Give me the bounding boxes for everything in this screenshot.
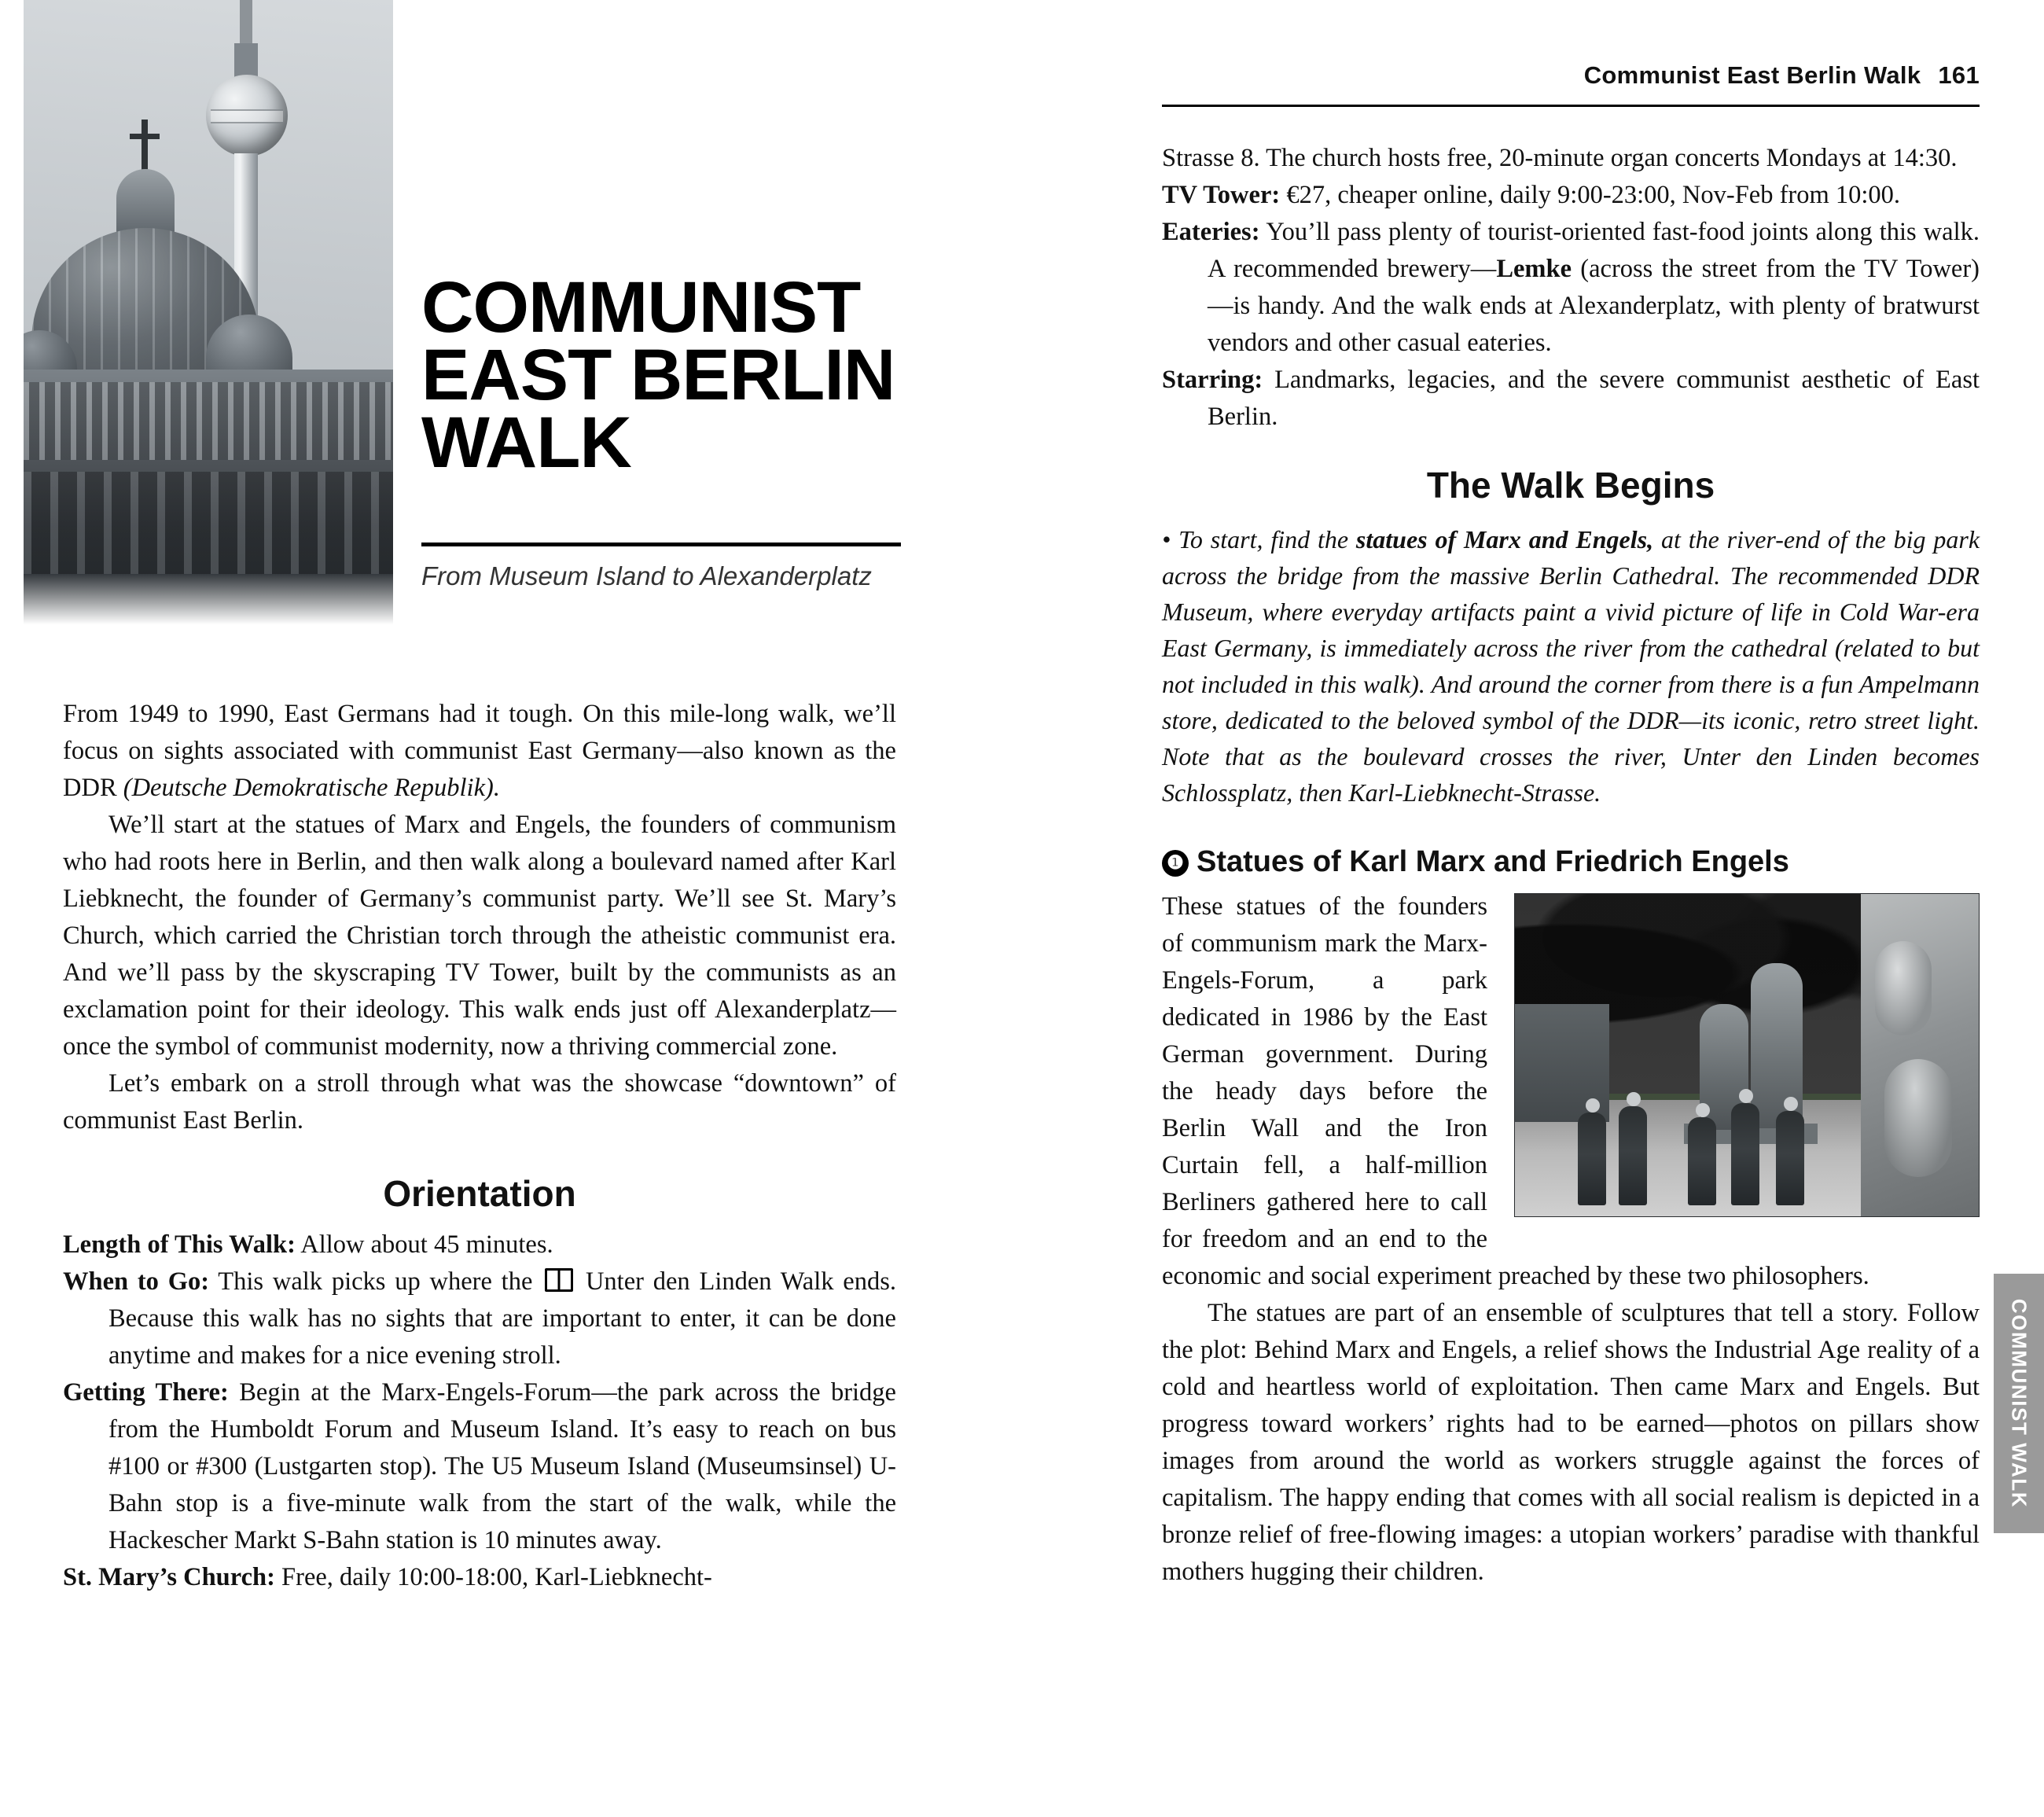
orientation-text-getting-there: Begin at the Marx-Engels-Forum—the park across the bridge from the Humboldt Forum and Museum Island. It’s easy to reach on bus #100 or #300 (Lustgarten stop). The U5 Museum Island (Museumsinsel) U-Bahn stop is a five-minute walk from the start of the walk, while the Hackescher Markt S-Bahn station is 10 minutes away. (108, 1378, 896, 1554)
chapter-side-tab (1994, 1274, 2044, 1533)
tourist-figure (1578, 1113, 1606, 1205)
orientation-term-st-marys: St. Mary’s Church: (63, 1563, 275, 1591)
running-head (1162, 61, 1980, 90)
cathedral-windows (24, 472, 393, 574)
cathedral-lantern (116, 169, 175, 237)
orientation-text-length: Allow about 45 minutes. (295, 1230, 553, 1259)
intro-paragraph-3: Let’s embark on a stroll through what was the showcase “downtown” of communist East Berlin. (63, 1069, 896, 1135)
marx-engels-statues-bold: statues of Marx and Engels, (1355, 525, 1654, 554)
left-column (24, 0, 900, 1817)
photo-tourists (1570, 1087, 1829, 1205)
walk-begins-heading: The Walk Begins (1426, 465, 1715, 506)
orientation-item-eateries: Eateries: You’ll pass plenty of tourist-oriented fast-food joints along this walk. A recommended brewery—Lemke (across the street from the TV Tower)—is handy. And the walk ends at Alexanderplatz, with plenty of bratwurst vendors and other casual eateries. (1162, 218, 1980, 357)
tv-tower-antenna (240, 0, 252, 47)
header-divider (1162, 105, 1980, 107)
orientation-term-starring: Starring: (1162, 366, 1263, 394)
tv-tower-sphere (206, 75, 288, 156)
right-body-text (1162, 140, 1980, 1591)
orientation-term-getting-there: Getting There: (63, 1378, 229, 1407)
stop-1-heading (1162, 844, 1980, 881)
tourist-figure (1619, 1106, 1647, 1205)
orientation-list (63, 1227, 896, 1596)
stop-1-title: Statues of Karl Marx and Friedrich Engels (1197, 845, 1789, 878)
intro-paragraph-1: From 1949 to 1990, East Germans had it tough. On this mile-long walk, we’ll focus on sights associated with communist East Germany—also known as the DDR (Deutsche Demokratische Republik). (63, 700, 896, 802)
berlin-cathedral-tv-tower-photo (24, 0, 393, 629)
running-head-chapter: Communist East Berlin Walk (1583, 61, 1921, 89)
marx-engels-statues-photo (1514, 893, 1980, 1217)
page-number: 161 (1938, 61, 1980, 89)
ddr-german-name: (Deutsche Demokratische Republik). (123, 774, 500, 802)
orientation-item-length (63, 1227, 896, 1263)
title-divider (421, 543, 901, 546)
orientation-text-starring: Landmarks, legacies, and the severe communist aesthetic of East Berlin. (1208, 366, 1980, 431)
orientation-item-st-marys (63, 1559, 896, 1596)
cathedral-colonnade (24, 382, 393, 461)
orientation-text-st-marys: Free, daily 10:00-18:00, Karl-Liebknecht- (274, 1563, 712, 1591)
title-line-1: COMMUNIST (421, 267, 861, 348)
title-line-2: EAST BERLIN (421, 335, 895, 415)
orientation-term-when: When to Go: (63, 1267, 210, 1296)
cathedral-cross-icon (142, 120, 148, 171)
title-line-3: WALK (421, 403, 631, 483)
walk-intro-bullet: • To start, find the statues of Marx and Engels, at the river-end of the big park across the bridge from the massive Berlin Cathedral. The recommended DDR Museum, where everyday artifacts paint a vivid picture of life in Cold War-era East Germany, is immediately across the river from the cathedral (related to but not included in this walk). And around the corner from there is a fun Ampelmann store, dedicated to the beloved symbol of the DDR—its iconic, retro street light. Note that as the boulevard crosses the river, Unter den Linden becomes Schlossplatz, then Karl-Liebknecht-Strasse. (1162, 525, 1980, 807)
tourist-figure (1776, 1111, 1804, 1205)
orientation-item-starring (1162, 362, 1980, 436)
page-title (421, 267, 901, 483)
book-icon (545, 1268, 573, 1292)
orientation-list-continued (1162, 140, 1980, 436)
orientation-text-tv-tower: €27, cheaper online, daily 9:00-23:00, Nov-Feb from 10:00. (1280, 181, 1901, 209)
orientation-item-getting-there (63, 1374, 896, 1559)
orientation-term-eateries: Eateries: (1162, 218, 1260, 246)
page-subtitle: From Museum Island to Alexanderplatz (421, 561, 872, 590)
brewery-name: Lemke (1496, 255, 1572, 283)
orientation-item-church-continued: Strasse 8. The church hosts free, 20-minute organ concerts Mondays at 14:30. (1162, 144, 1958, 172)
left-body-text (63, 696, 896, 1596)
orientation-item-when-to-go: When to Go: This walk picks up where the Unter den Linden Walk ends. Because this walk has no sights that are important to enter, it can be done anytime and makes for a nice evening stroll. (63, 1267, 896, 1370)
stop-1-paragraph-2: The statues are part of an ensemble of sculptures that tell a story. Follow the plot: Behind Marx and Engels, a relief shows the Industrial Age reality of a cold and heartless world of exploitation. Then came Marx and Engels. But progress toward workers’ rights had to be earned—photos on pillars show images from around the world as workers struggle against the forces of capitalism. The happy ending that comes with all social realism is depicted in a bronze relief of free-flowing images: a utopian workers’ paradise with thankful mothers hugging their children. (1162, 1299, 1980, 1586)
side-tab-label: COMMUNIST WALK (2007, 1298, 2031, 1509)
tourist-figure (1731, 1103, 1759, 1205)
orientation-term-tv-tower: TV Tower: (1162, 181, 1281, 209)
orientation-term-length: Length of This Walk: (63, 1230, 296, 1259)
intro-paragraph-2: We’ll start at the statues of Marx and Engels, the founders of communism who had roots here in Berlin, and then walk along a boulevard named after Karl Liebknecht, the founder of Germany’s communist party. We’ll see St. Mary’s Church, which carried the Christian torch through the atheistic communist era. And we’ll pass by the skyscraping TV Tower, built by the communists as an exclamation point for their ideology. This walk ends just off Alexanderplatz—once the symbol of communist modernity, now a thriving commercial zone. (63, 811, 896, 1061)
tourist-figure (1688, 1117, 1716, 1205)
stop-1-paragraph-1: These statues of the founders of communism mark the Marx-Engels-Forum, a park dedicated in 1986 by the East German government. During the heady days before the Berlin Wall and the Iron Curtain fell, a half-million Berliners gathered here to call for freedom and an end to the economic and social experiment preached by these two philosophers. (1162, 892, 1869, 1290)
stone-relief-panel (1861, 894, 1979, 1216)
right-column (1162, 0, 1983, 1817)
stop-number-badge: ❶ (1162, 850, 1189, 877)
orientation-item-tv-tower (1162, 177, 1980, 214)
photo-bottom-fade (24, 574, 393, 629)
orientation-heading: Orientation (383, 1173, 576, 1214)
